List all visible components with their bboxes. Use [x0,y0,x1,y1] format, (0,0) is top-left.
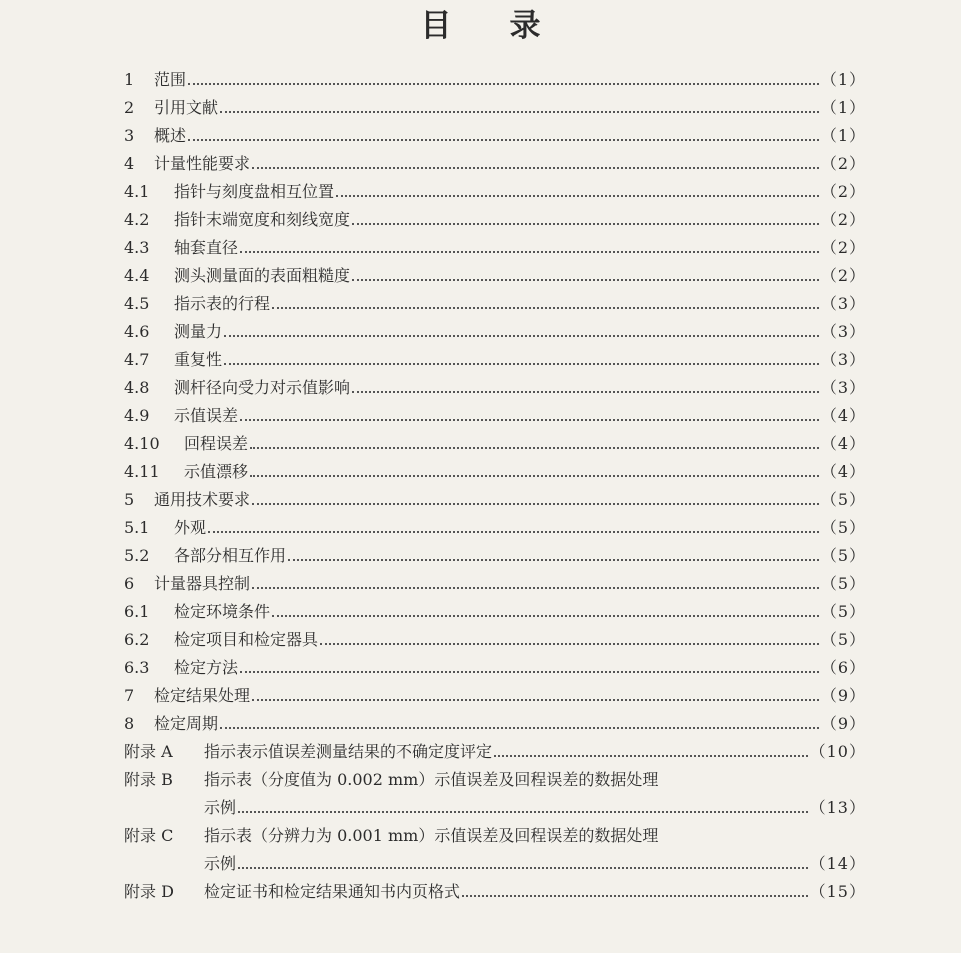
toc-entry[interactable] [124,542,866,570]
toc-entry-title: 测头测量面的表面粗糙度 [174,266,351,285]
toc-entry-title: 范围 [154,70,187,89]
toc-entry-number: 4.6 [124,322,150,341]
toc-entry-number: 6.2 [124,630,150,649]
toc-entry-title: 指示表的行程 [174,294,271,313]
toc-entry-title: 示例 [204,798,237,817]
toc-entry[interactable] [124,514,866,542]
leader-dots [252,570,819,589]
leader-dots [240,234,819,253]
leader-dots [288,542,819,561]
leader-dots [250,430,819,449]
toc-entry-number: 6 [124,574,135,593]
toc-entry[interactable] [124,234,866,262]
toc-entry-page: （2） [820,238,866,257]
leader-dots [220,710,819,729]
title-char-2: 录 [509,8,541,44]
toc-entry[interactable] [124,346,866,374]
toc-entry[interactable] [124,598,866,626]
page-title [0,4,961,48]
toc-entry-page: （5） [820,602,866,621]
toc-entry[interactable] [124,374,866,402]
leader-dots [208,514,819,533]
toc-entry-number: 3 [124,126,135,145]
toc-entry-title: 指示表（分度值为 0.002 mm）示值误差及回程误差的数据处理 [204,770,659,789]
toc-entry-title: 指针末端宽度和刻线宽度 [174,210,351,229]
leader-dots [272,290,819,309]
toc-entry-title: 指示表示值误差测量结果的不确定度评定 [204,742,493,761]
toc-entry-number: 附录 A [124,742,173,761]
toc-entry-page: （2） [820,266,866,285]
toc-entry-number: 4.8 [124,378,150,397]
toc-entry-page: （13） [809,798,866,817]
toc-entry-title: 示值漂移 [184,462,249,481]
toc-entry-page: （5） [820,630,866,649]
leader-dots [462,878,808,897]
toc-entry-page: （1） [820,70,866,89]
toc-entry-number: 4 [124,154,135,173]
toc-entry-title: 通用技术要求 [154,490,251,509]
toc-entry-number: 4.10 [124,434,160,453]
leader-dots [320,626,819,645]
toc-entry-title: 检定项目和检定器具 [174,630,319,649]
toc-entry-title: 轴套直径 [174,238,239,257]
toc-entry-page: （1） [820,126,866,145]
leader-dots [252,150,819,169]
toc-entry-page: （3） [820,294,866,313]
toc-entry[interactable] [124,150,866,178]
toc-entry-number: 附录 D [124,882,174,901]
toc-entry-page: （1） [820,98,866,117]
toc-entry-title: 计量器具控制 [154,574,251,593]
leader-dots [220,94,819,113]
leader-dots [336,178,819,197]
leader-dots [238,794,808,813]
toc-entry-title: 外观 [174,518,207,537]
toc-entry[interactable] [124,738,866,766]
toc-entry-title: 概述 [154,126,187,145]
toc-entry-title: 检定方法 [174,658,239,677]
toc-entry-number: 2 [124,98,135,117]
toc-entry-page: （4） [820,406,866,425]
toc-entry-page: （2） [820,210,866,229]
toc-entry-title: 测杆径向受力对示值影响 [174,378,351,397]
toc-entry[interactable] [124,262,866,290]
toc-entry-page: （2） [820,154,866,173]
toc-entry[interactable] [124,402,866,430]
toc-entry-page: （4） [820,434,866,453]
leader-dots [352,262,819,281]
toc-entry-number: 4.3 [124,238,150,257]
toc-entry[interactable] [124,486,866,514]
toc-entry-page: （14） [809,854,866,873]
leader-dots [240,402,819,421]
toc-entry-page: （5） [820,490,866,509]
toc-entry-page: （3） [820,350,866,369]
toc-entry-number: 6.3 [124,658,150,677]
toc-entry-number: 附录 C [124,826,174,845]
toc-entry[interactable] [124,878,866,906]
toc-entry[interactable] [124,626,866,654]
toc-entry-number: 4.1 [124,182,150,201]
toc-entry-title: 检定证书和检定结果通知书内页格式 [204,882,461,901]
title-char-1: 目 [420,8,452,44]
toc-entry-number: 4.4 [124,266,150,285]
toc-entry[interactable] [124,66,866,94]
leader-dots [252,486,819,505]
toc-entry-title: 指示表（分辨力为 0.001 mm）示值误差及回程误差的数据处理 [204,826,659,845]
toc-entry-page: （15） [809,882,866,901]
toc-entry[interactable] [124,94,866,122]
toc-entry-title: 重复性 [174,350,223,369]
toc-entry-page: （3） [820,378,866,397]
toc-entry-number: 4.5 [124,294,150,313]
toc-entry-number: 5.2 [124,546,150,565]
leader-dots [250,458,819,477]
toc-entry-number: 6.1 [124,602,150,621]
toc-entry-number: 7 [124,686,135,705]
toc-entry-page: （9） [820,686,866,705]
toc-entry-title: 计量性能要求 [154,154,251,173]
leader-dots [238,850,808,869]
leader-dots [272,598,819,617]
toc-entry[interactable] [124,318,866,346]
toc-entry-title: 示例 [204,854,237,873]
toc-entry-title: 各部分相互作用 [174,546,287,565]
toc-entry-title: 指针与刻度盘相互位置 [174,182,335,201]
toc-entry-number: 4.11 [124,462,160,481]
toc-entry[interactable] [124,458,866,486]
toc-entry-number: 8 [124,714,135,733]
toc-entry-title: 回程误差 [184,434,249,453]
leader-dots [240,654,819,673]
toc-entry-number: 附录 B [124,770,173,789]
toc-entry-continuation[interactable] [124,850,866,878]
toc-entry[interactable] [124,710,866,738]
leader-dots [352,206,819,225]
leader-dots [494,738,808,757]
toc-entry-title: 引用文献 [154,98,219,117]
toc-entry-title: 测量力 [174,322,223,341]
toc-entry[interactable] [124,178,866,206]
toc-entry[interactable] [124,766,866,794]
toc-entry-page: （3） [820,322,866,341]
toc-entry[interactable] [124,122,866,150]
toc-entry-title: 检定环境条件 [174,602,271,621]
toc-entry-title: 检定周期 [154,714,219,733]
toc-entry-page: （2） [820,182,866,201]
leader-dots [252,682,819,701]
leader-dots [188,122,819,141]
toc-entry-page: （5） [820,546,866,565]
leader-dots [224,318,819,337]
toc-entry-number: 4.7 [124,350,150,369]
toc-entry[interactable] [124,290,866,318]
toc-entry[interactable] [124,206,866,234]
toc-entry[interactable] [124,822,866,850]
leader-dots [352,374,819,393]
toc-entry-page: （10） [809,742,866,761]
toc-entry-page: （5） [820,574,866,593]
toc-entry-continuation[interactable] [124,794,866,822]
toc-entry[interactable] [124,570,866,598]
leader-dots [188,66,819,85]
toc-entry-number: 4.9 [124,406,150,425]
toc-entry[interactable] [124,430,866,458]
toc-entry-page: （4） [820,462,866,481]
toc-entry-number: 4.2 [124,210,150,229]
toc-entry-title: 检定结果处理 [154,686,251,705]
toc-entry-number: 5.1 [124,518,150,537]
toc-entry-title: 示值误差 [174,406,239,425]
leader-dots [224,346,819,365]
toc-entry-page: （9） [820,714,866,733]
toc-entry[interactable] [124,654,866,682]
toc-entry-number: 1 [124,70,135,89]
toc-entry-page: （6） [820,658,866,677]
toc-entry[interactable] [124,682,866,710]
toc-entry-number: 5 [124,490,135,509]
toc-entry-page: （5） [820,518,866,537]
